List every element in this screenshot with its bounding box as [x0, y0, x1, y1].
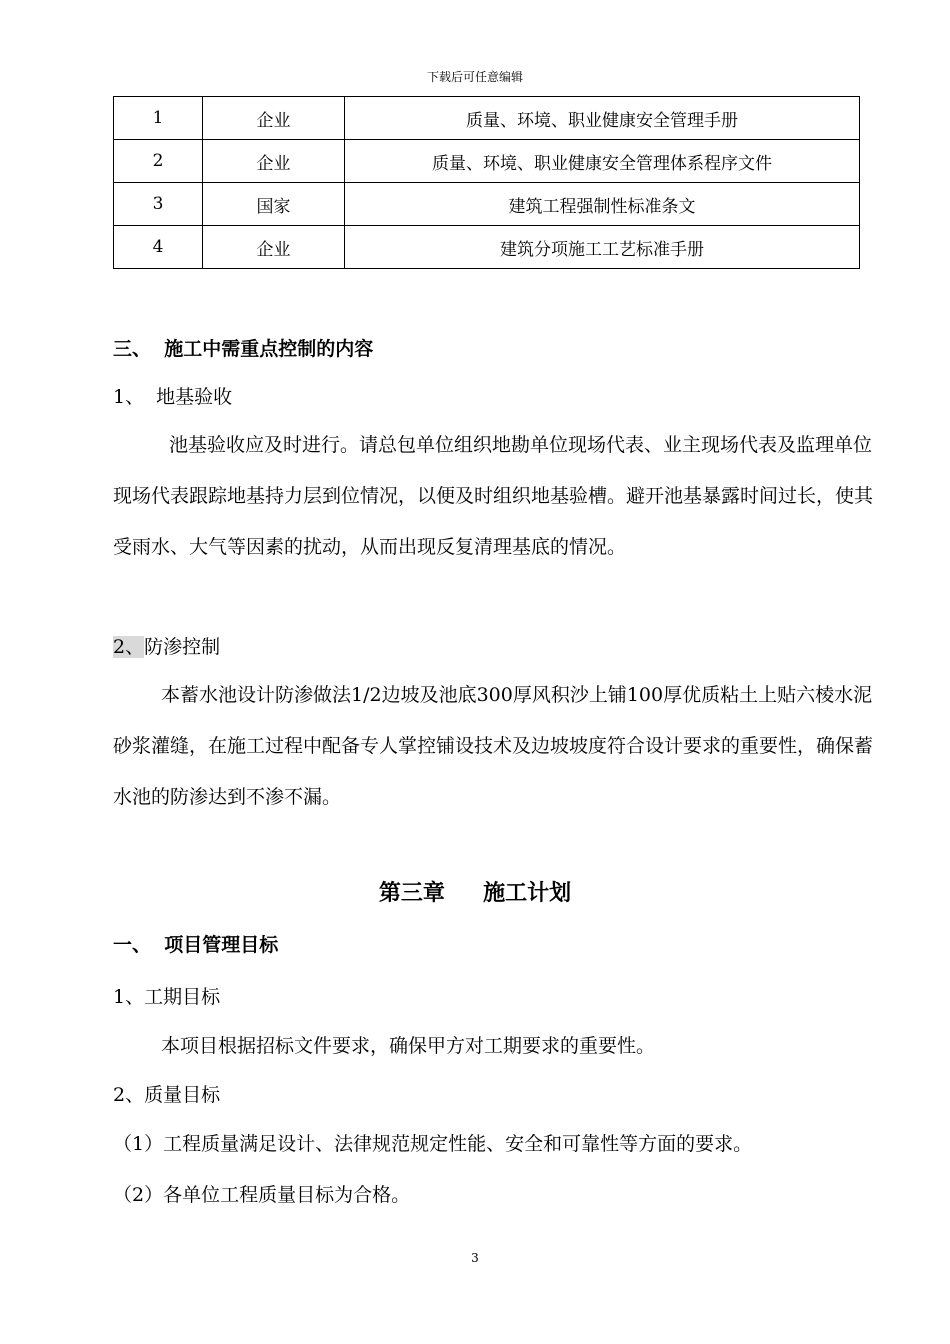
- highlighted-number: 2、: [113, 636, 145, 658]
- section-heading-management-goals: 一、 项目管理目标: [113, 934, 279, 956]
- table-cell-number: 3: [114, 183, 203, 226]
- table-row: [114, 97, 860, 140]
- table-cell-title: 建筑工程强制性标准条文: [345, 183, 860, 226]
- table-cell-title: 质量、环境、职业健康安全管理体系程序文件: [345, 140, 860, 183]
- standards-table: [113, 96, 860, 269]
- table-cell-level: 企业: [203, 140, 345, 183]
- paragraph-schedule-goal: 本项目根据招标文件要求，确保甲方对工期要求的重要性。: [161, 1035, 656, 1057]
- table-cell-title: 质量、环境、职业健康安全管理手册: [345, 97, 860, 140]
- chapter-title: 第三章 施工计划: [378, 881, 572, 906]
- table-cell-level: 企业: [203, 97, 345, 140]
- table-cell-level: 国家: [203, 183, 345, 226]
- paragraph-foundation-acceptance: 池基验收应及时进行。请总包单位组织地勘单位现场代表、业主现场代表及监理单位现场代表跟踪地基持力层到位情况，以便及时组织地基验槽。避开池基暴露时间过长，使其受雨水、大气等因素的扰动，从而出现反复清理基底的情况。: [113, 434, 874, 558]
- table-row: [114, 140, 860, 183]
- section-heading-key-control: 三、 施工中需重点控制的内容: [113, 338, 374, 360]
- page-header-note: 下载后可任意编辑: [426, 70, 523, 84]
- table-cell-title: 建筑分项施工工艺标准手册: [345, 226, 860, 269]
- table-cell-number: 4: [114, 226, 203, 269]
- quality-goal-item-2: （2）各单位工程质量目标为合格。: [113, 1184, 411, 1206]
- table-cell-number: 1: [114, 97, 203, 140]
- table-row: [114, 183, 860, 226]
- subheading-seepage-control: [113, 632, 220, 659]
- table-row: [114, 226, 860, 269]
- subheading-schedule-goal: 1、工期目标: [113, 986, 221, 1008]
- paragraph-seepage-control: 本蓄水池设计防渗做法1/2边坡及池底300厚风积沙上铺100厚优质粘土上贴六棱水泥砂浆灌缝，在施工过程中配备专人掌控铺设技术及边坡坡度符合设计要求的重要性，确保蓄水池的防渗达到不渗不漏。: [113, 684, 874, 808]
- table-cell-number: 2: [114, 140, 203, 183]
- subheading-foundation-acceptance: 1、 地基验收: [113, 386, 233, 408]
- table-cell-level: 企业: [203, 226, 345, 269]
- page-number: 3: [471, 1251, 479, 1265]
- quality-goal-item-1: （1）工程质量满足设计、法律规范规定性能、安全和可靠性等方面的要求。: [113, 1133, 753, 1155]
- subheading-label: 防渗控制: [144, 636, 221, 658]
- subheading-quality-goal: 2、质量目标: [113, 1084, 221, 1106]
